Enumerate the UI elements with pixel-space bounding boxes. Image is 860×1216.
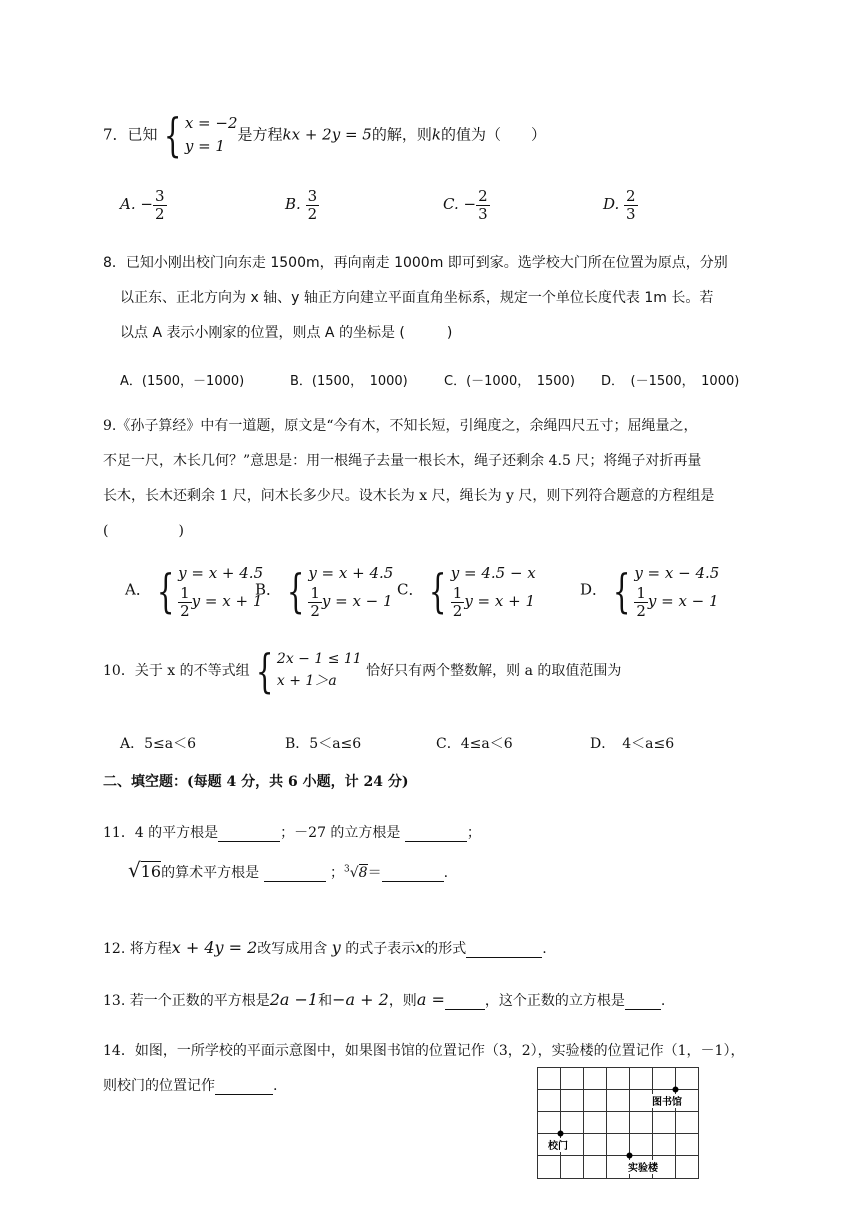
q9-option-c-eq1: y = 4.5 − x bbox=[450, 564, 536, 582]
q13-text-e: . bbox=[660, 993, 666, 1009]
q9-option-a-eq2: y = x + 1 bbox=[191, 592, 263, 611]
q7-equation: kx + 2y = 5 bbox=[282, 125, 372, 144]
q13-line bbox=[103, 990, 665, 1010]
q12-text-e: . bbox=[542, 941, 547, 957]
q9-option-a-half-num: 1 bbox=[180, 584, 190, 603]
q7-option-c-den: 3 bbox=[478, 204, 488, 223]
q11-blank-2[interactable] bbox=[405, 825, 467, 842]
q11-cbrt-num: 8 bbox=[358, 865, 368, 881]
q9-option-c[interactable] bbox=[397, 562, 536, 619]
q10-sys-line1: 2x − 1 ≤ 11 bbox=[276, 651, 362, 668]
q9-option-c-half-den: 2 bbox=[452, 601, 463, 620]
q9-option-a-system bbox=[178, 562, 263, 619]
section2-title: 二、填空题：(每题 4 分，共 6 小题，计 24 分) bbox=[103, 774, 409, 790]
q11-text-b: ；－27 的立方根是 bbox=[280, 825, 401, 841]
q9-option-a-eq1: y = x + 4.5 bbox=[178, 564, 264, 582]
q10-brace: { bbox=[255, 644, 274, 698]
sqrt-symbol: √ bbox=[128, 858, 141, 882]
q7-option-d-den: 3 bbox=[626, 204, 636, 223]
q13-text-c: ，则 bbox=[388, 993, 417, 1009]
q9-line1: 9.《孙子算经》中有一道题，原文是“今有木，不知长短，引绳度之，余绳四尺五寸；屈绳量之， bbox=[103, 418, 698, 434]
q9-option-c-half-num: 1 bbox=[452, 584, 463, 603]
q11-cbrt-index: 3 bbox=[344, 864, 350, 875]
q7-option-c-sign: − bbox=[463, 195, 477, 213]
q9-option-a-brace: { bbox=[156, 563, 175, 618]
q10-system bbox=[277, 649, 362, 692]
q7-option-c[interactable] bbox=[443, 188, 490, 222]
q13-expr-1: 2a −1 bbox=[269, 990, 319, 1009]
q7-option-b-num: 3 bbox=[307, 187, 318, 205]
q9-option-b-half-num: 1 bbox=[310, 584, 320, 603]
cbrt-symbol: √ bbox=[349, 865, 359, 881]
q9-line2: 不足一尺，木长几何？”意思是：用一根绳子去量一根长木，绳子还剩余 4.5 尺；将绳子对折再量 bbox=[103, 453, 702, 469]
q12-var-x: x bbox=[415, 938, 425, 957]
q7-option-d-label: D. bbox=[603, 195, 620, 213]
gate-dot bbox=[558, 1131, 564, 1137]
q7-mid: 是方程 bbox=[237, 125, 283, 144]
q7-system bbox=[185, 112, 238, 159]
q11-line2 bbox=[128, 858, 448, 882]
q7-sys-line2: y = 1 bbox=[184, 137, 225, 156]
q13-blank-2[interactable] bbox=[625, 993, 661, 1010]
q14-line1: 14．如图，一所学校的平面示意图中，如果图书馆的位置记作（3，2），实验楼的位置记作（1，－1）， bbox=[103, 1043, 745, 1059]
q12-text-b: 改写成用含 bbox=[257, 941, 328, 957]
q11-text-g: . bbox=[443, 865, 449, 881]
q7-tail1: 的解，则 bbox=[371, 125, 432, 144]
q12-line bbox=[103, 938, 547, 958]
q12-text-a: 12. 将方程 bbox=[103, 941, 172, 957]
q11-text-e: ； bbox=[330, 865, 345, 881]
q12-blank[interactable] bbox=[466, 941, 542, 958]
q7-option-b-den: 2 bbox=[307, 204, 318, 223]
q11-text-d: 的算术平方根是 bbox=[161, 865, 260, 881]
q9-option-c-system bbox=[451, 562, 536, 619]
q9-option-a-half-den: 2 bbox=[180, 601, 190, 620]
q10-stem bbox=[103, 644, 622, 698]
q7-tail2: 的值为（ ） bbox=[440, 125, 546, 144]
q11-blank-1[interactable] bbox=[218, 825, 280, 842]
q7-brace: { bbox=[163, 108, 181, 163]
q10-option-a[interactable]: A．5≤a＜6 bbox=[120, 736, 197, 752]
q8-line1: 8．已知小刚出校门向东走 1500m，再向南走 1000m 即可到家。选学校大门所在位置为原点，分别 bbox=[103, 255, 728, 271]
q7-option-a-den: 2 bbox=[154, 204, 165, 223]
q13-expr-3: a = bbox=[416, 990, 445, 1009]
q12-text-c: 的式子表示 bbox=[345, 941, 416, 957]
q14-blank[interactable] bbox=[215, 1078, 273, 1095]
q9-option-c-label: C． bbox=[397, 580, 424, 599]
school-map bbox=[537, 1067, 713, 1185]
q13-text-a: 13. 若一个正数的平方根是 bbox=[103, 993, 270, 1009]
q13-blank-1[interactable] bbox=[445, 993, 485, 1010]
q9-option-b[interactable] bbox=[255, 562, 393, 619]
q7-option-a[interactable] bbox=[120, 188, 167, 222]
library-dot bbox=[673, 1087, 679, 1093]
q9-line4: ( ) bbox=[103, 523, 184, 539]
q9-option-d[interactable] bbox=[580, 562, 719, 619]
q9-option-d-half-num: 1 bbox=[636, 584, 646, 603]
q7-var: k bbox=[431, 125, 441, 144]
q8-option-a[interactable]: A．(1500，－1000) bbox=[120, 374, 245, 389]
q8-option-c[interactable]: C．(－1000， 1500) bbox=[444, 374, 575, 389]
q7-option-b[interactable] bbox=[285, 188, 319, 222]
q8-line3: 以点 A 表示小刚家的位置，则点 A 的坐标是 ( ) bbox=[120, 325, 453, 341]
q7-option-d[interactable] bbox=[603, 188, 638, 222]
q9-option-b-system bbox=[308, 562, 393, 619]
q7-option-c-label: C. bbox=[443, 195, 459, 213]
q10-option-d[interactable]: D． 4＜a≤6 bbox=[590, 736, 675, 752]
q10-sys-line2: x + 1＞a bbox=[276, 673, 337, 689]
q12-text-d: 的形式 bbox=[424, 941, 467, 957]
q10-option-b[interactable]: B．5＜a≤6 bbox=[285, 736, 362, 752]
q8-option-b[interactable]: B．(1500， 1000) bbox=[290, 374, 408, 389]
q9-line3: 长木，长木还剩余 1 尺，问木长多少尺。设木长为 x 尺，绳长为 y 尺，则下列符合题意的方程组是 bbox=[103, 488, 715, 504]
q9-option-d-label: D． bbox=[580, 580, 608, 599]
q11-blank-3[interactable] bbox=[264, 865, 326, 882]
q9-option-b-brace: { bbox=[286, 563, 305, 618]
q11-blank-4[interactable] bbox=[382, 865, 444, 882]
q9-option-b-label: B． bbox=[255, 580, 282, 599]
q7-option-a-sign: − bbox=[140, 195, 153, 213]
q9-option-c-eq2: y = x + 1 bbox=[464, 592, 535, 611]
q9-option-a-label: A． bbox=[125, 580, 151, 599]
q13-text-b: 和 bbox=[318, 993, 333, 1009]
q9-option-d-half-den: 2 bbox=[636, 601, 646, 620]
q11-sqrt-num: 16 bbox=[140, 862, 162, 881]
q8-line2: 以正东、正北方向为 x 轴、y 轴正方向建立平面直角坐标系，规定一个单位长度代表 1m 长。若 bbox=[120, 290, 714, 306]
q9-option-b-half-den: 2 bbox=[310, 601, 320, 620]
q10-tail: 恰好只有两个整数解，则 a 的取值范围为 bbox=[366, 663, 622, 679]
lab-dot bbox=[627, 1153, 633, 1159]
q14-text-a: 则校门的位置记作 bbox=[103, 1078, 215, 1094]
q9-option-b-eq1: y = x + 4.5 bbox=[308, 564, 394, 582]
q13-expr-2: −a + 2 bbox=[332, 990, 389, 1009]
q7-option-c-num: 2 bbox=[478, 187, 488, 205]
q7-option-a-label: A. bbox=[120, 195, 136, 213]
q7-option-b-label: B. bbox=[285, 195, 301, 213]
q9-option-c-brace: { bbox=[429, 563, 447, 618]
lab-label: 实验楼 bbox=[628, 1163, 658, 1174]
q11-text-a: 11．4 的平方根是 bbox=[103, 825, 219, 841]
q11-text-c: ； bbox=[466, 825, 481, 841]
gate-label: 校门 bbox=[548, 1141, 568, 1152]
q9-option-d-system bbox=[634, 562, 719, 619]
q10-head: 10．关于 x 的不等式组 bbox=[103, 663, 250, 679]
q7-stem bbox=[103, 108, 546, 163]
q7-sys-line1: x = −2 bbox=[184, 114, 238, 132]
q7-number: 7．已知 bbox=[103, 125, 158, 144]
map-grid-lines bbox=[537, 1067, 699, 1179]
library-label: 图书馆 bbox=[652, 1097, 682, 1108]
q13-text-d: ，这个正数的立方根是 bbox=[484, 993, 625, 1009]
q7-option-d-num: 2 bbox=[626, 187, 636, 205]
q7-option-a-num: 3 bbox=[154, 187, 165, 205]
q14-line2 bbox=[103, 1075, 277, 1095]
q11-line1 bbox=[103, 822, 481, 842]
q14-text-b: . bbox=[273, 1078, 278, 1094]
q9-option-a[interactable] bbox=[125, 562, 263, 619]
q9-option-d-brace: { bbox=[612, 563, 631, 618]
q9-option-d-eq1: y = x − 4.5 bbox=[634, 564, 720, 582]
q12-equation: x + 4y = 2 bbox=[171, 938, 258, 957]
q9-option-d-eq2: y = x − 1 bbox=[647, 592, 719, 611]
q9-option-b-eq2: y = x − 1 bbox=[321, 592, 393, 611]
q8-option-d[interactable]: D． (－1500， 1000) bbox=[601, 374, 740, 389]
q12-var-y: y bbox=[331, 938, 341, 957]
q10-option-c[interactable]: C．4≤a＜6 bbox=[436, 736, 513, 752]
q11-text-f: ＝ bbox=[367, 865, 382, 881]
